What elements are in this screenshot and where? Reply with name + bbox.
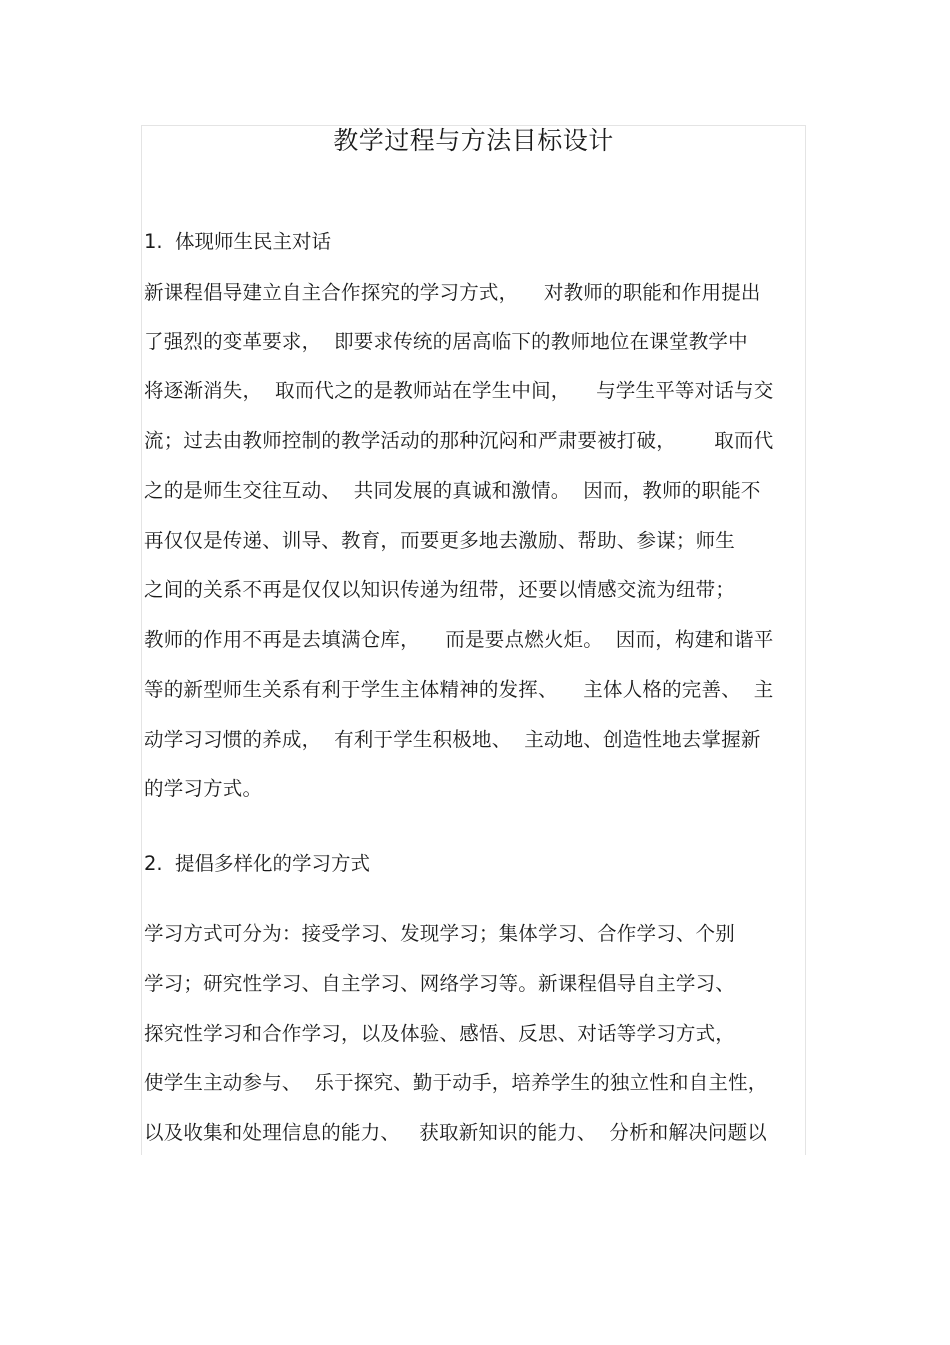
- section-2-heading: 2. 提倡多样化的学习方式: [144, 852, 371, 875]
- section-2-line: 学习；研究性学习、自主学习、网络学习等。新课程倡导自主学习、: [144, 972, 736, 995]
- section-1-line: 动学习习惯的养成， 有利于学生积极地、 主动地、创造性地去掌握新: [144, 728, 761, 751]
- section-2-line: 学习方式可分为：接受学习、发现学习；集体学习、合作学习、个别: [144, 922, 736, 945]
- section-1-line: 新课程倡导建立自主合作探究的学习方式， 对教师的职能和作用提出: [144, 281, 761, 304]
- section-2-line: 探究性学习和合作学习，以及体验、感悟、反思、对话等学习方式，: [144, 1022, 736, 1045]
- section-1-line: 了强烈的变革要求， 即要求传统的居高临下的教师地位在课堂教学中: [144, 330, 748, 353]
- section-1-line: 的学习方式。: [144, 777, 263, 800]
- section-1-line: 之的是师生交往互动、 共同发展的真诚和激情。 因而，教师的职能不: [144, 479, 761, 502]
- section-1-heading: 1. 体现师生民主对话: [144, 230, 332, 253]
- section-2-line: 使学生主动参与、 乐于探究、勤于动手，培养学生的独立性和自主性，: [144, 1071, 768, 1094]
- section-1-line: 教师的作用不再是去填满仓库， 而是要点燃火炬。 因而，构建和谐平: [144, 628, 774, 651]
- section-1-line: 再仅仅是传递、训导、教育，而要更多地去激励、帮助、参谋；师生: [144, 529, 736, 552]
- section-1-line: 等的新型师生关系有利于学生主体精神的发挥、 主体人格的完善、 主: [144, 678, 774, 701]
- section-1-line: 之间的关系不再是仅仅以知识传递为纽带，还要以情感交流为纽带；: [144, 578, 736, 601]
- section-2-line: 以及收集和处理信息的能力、 获取新知识的能力、 分析和解决问题以: [144, 1121, 767, 1144]
- section-1-line: 将逐渐消失， 取而代之的是教师站在学生中间， 与学生平等对话与交: [144, 379, 774, 402]
- document-title: 教学过程与方法目标设计: [333, 126, 614, 155]
- section-1-line: 流；过去由教师控制的教学活动的那种沉闷和严肃要被打破， 取而代: [144, 429, 774, 452]
